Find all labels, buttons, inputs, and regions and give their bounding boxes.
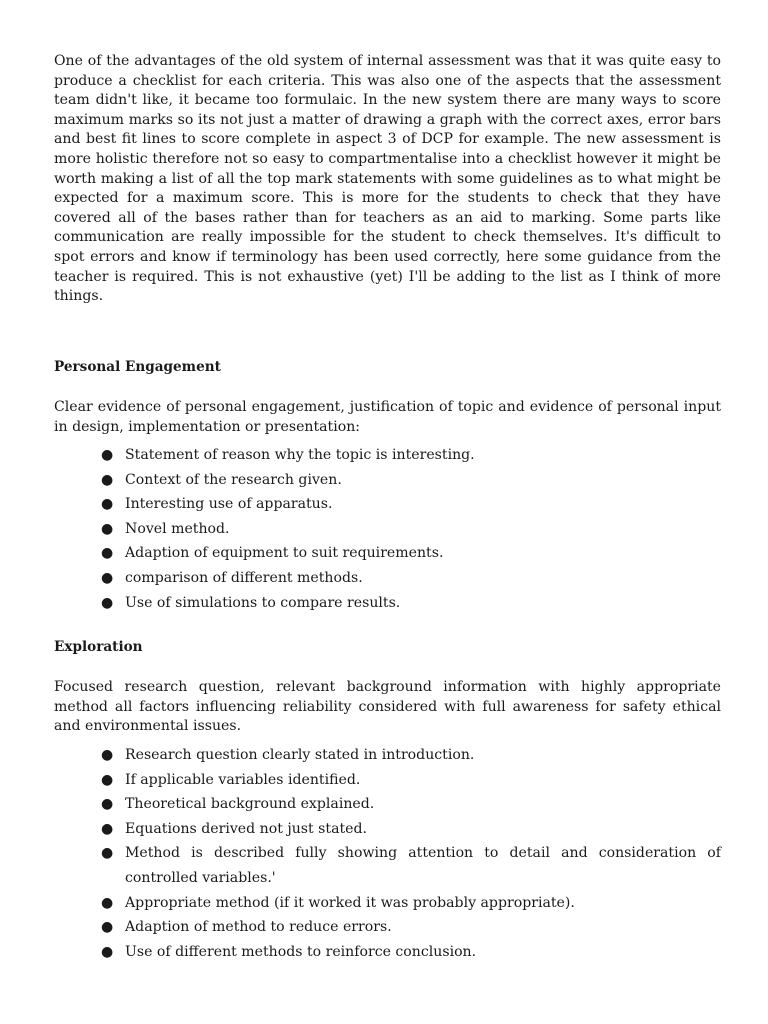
section-description-personal-engagement: Clear evidence of personal engagement, justification of topic and evidence of personal input in design, implementation or presentation: — [54, 399, 721, 435]
list-item: ● Interesting use of apparatus. — [54, 492, 721, 517]
bullet-icon: ● — [101, 820, 114, 837]
list-item: ● Appropriate method (if it worked it was probably appropriate). — [54, 891, 721, 916]
section-description-exploration: Focused research question, relevant background information with highly appropriate method all factors influencing reliability considered with full awareness for safety ethical and environmental issues. — [54, 679, 721, 735]
list-item: ● Equations derived not just stated. — [54, 817, 721, 842]
section-heading-exploration: Exploration — [54, 639, 143, 655]
bullet-icon: ● — [101, 447, 114, 463]
section-heading-personal-engagement: Personal Engagement — [54, 359, 221, 375]
bullet-icon: ● — [101, 771, 114, 788]
bullet-icon: ● — [101, 545, 114, 562]
list-item: ● Use of different methods to reinforce conclusion. — [54, 940, 721, 965]
list-item: ● comparison of different methods. — [54, 566, 721, 591]
list-item: ● Novel method. — [54, 517, 721, 542]
bullet-icon: ● — [101, 845, 114, 862]
list-item: ● Use of simulations to compare results. — [54, 591, 721, 616]
bullet-icon: ● — [101, 569, 114, 586]
bullet-icon: ● — [101, 520, 114, 537]
bullet-list-exploration — [54, 743, 721, 964]
bullet-icon: ● — [101, 796, 114, 813]
list-item: ● Theoretical background explained. — [54, 792, 721, 817]
bullet-icon: ● — [101, 919, 114, 936]
list-item: ● Context of the research given. — [54, 468, 721, 493]
bullet-icon: ● — [101, 894, 114, 911]
bullet-icon: ● — [101, 747, 114, 763]
list-item: ● Adaption of equipment to suit requirements. — [54, 541, 721, 566]
list-item: ● Adaption of method to reduce errors. — [54, 915, 721, 940]
bullet-list-personal-engagement — [54, 443, 721, 615]
bullet-icon: ● — [101, 496, 114, 513]
intro-paragraph: One of the advantages of the old system of internal assessment was that it was quite easy to produce a checklist for each criteria. This was also one of the aspects that the assessment team didn't like, it became too formulaic. In the new system there are many ways to score maximum marks so its not just a matter of drawing a graph with the correct axes, error bars and best fit lines to score complete in aspect 3 of DCP for example. The new assessment is more holistic therefore not so easy to compartmentalise into a checklist however it might be worth making a list of all the top mark statements with some guidelines as to what might be expected for a maximum score. This is more for the students to check that they have covered all of the bases rather than for teachers as an aid to marking. Some parts like communication are really impossible for the student to check themselves. It's difficult to spot errors and know if terminology has been used correctly, here some guidance from the teacher is required. This is not exhaustive (yet) I'll be adding to the list as I think of more things. — [54, 53, 721, 305]
list-item: ● If applicable variables identified. — [54, 768, 721, 793]
list-item: ● Research question clearly stated in introduction. — [54, 743, 721, 768]
bullet-icon: ● — [101, 594, 114, 611]
list-item: ● Method is described fully showing attention to detail and consideration of controlled variables.' — [54, 841, 721, 890]
bullet-icon: ● — [101, 943, 114, 960]
bullet-icon: ● — [101, 471, 114, 488]
list-item: ● Statement of reason why the topic is interesting. — [54, 443, 721, 468]
